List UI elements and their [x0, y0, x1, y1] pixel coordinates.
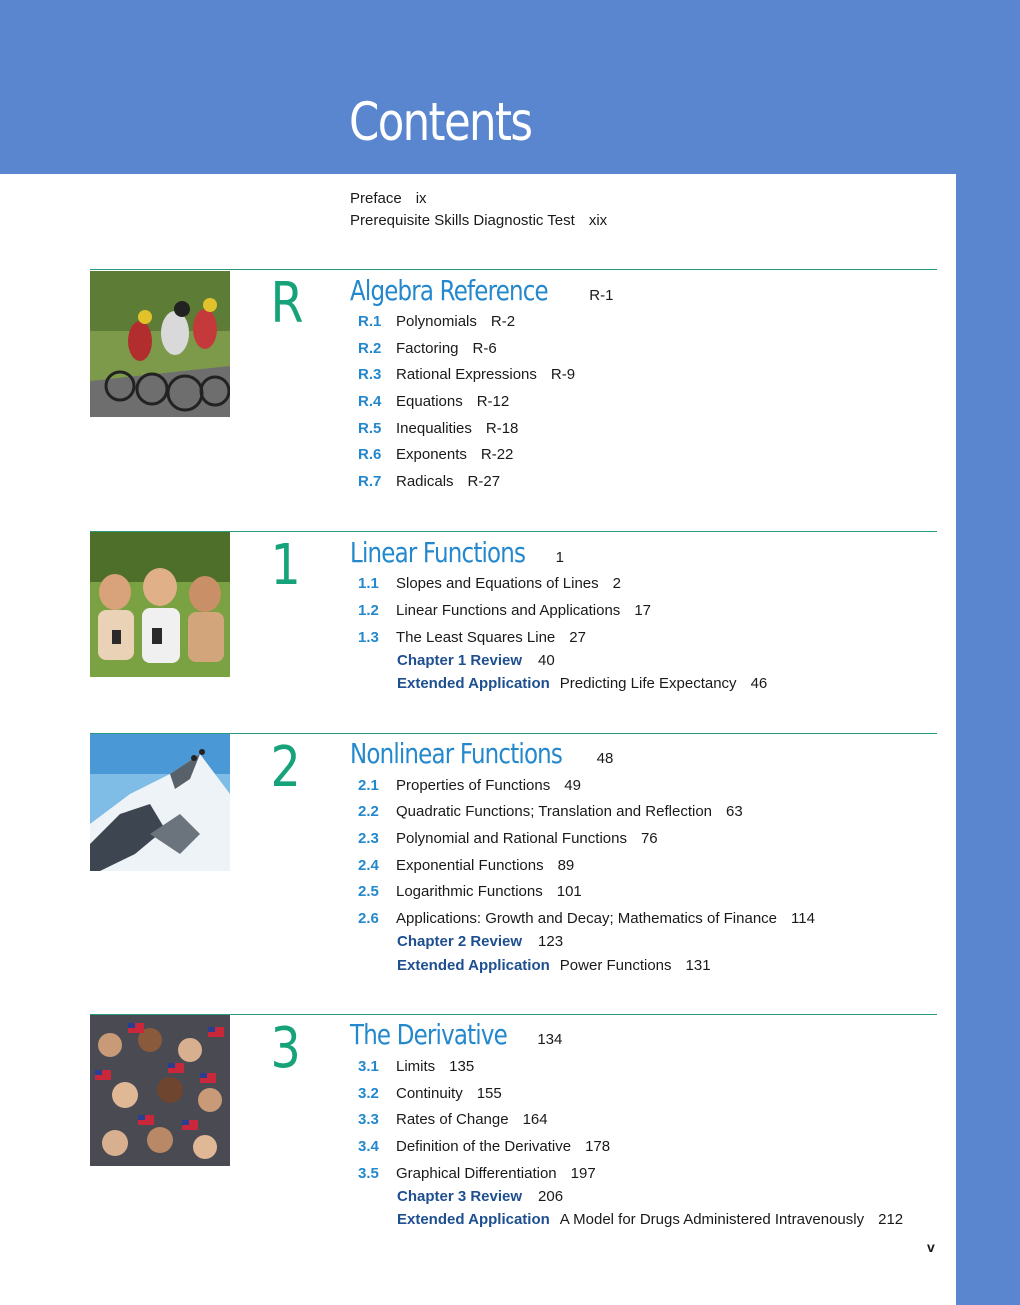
section-page: R-27	[467, 473, 501, 490]
section-title: Linear Functions and Applications	[396, 602, 621, 619]
section-number: 2.2	[358, 803, 379, 820]
section-entry[interactable]	[358, 1166, 596, 1181]
section-page: R-18	[485, 420, 519, 437]
section-page: 63	[726, 803, 743, 820]
friends-with-phones-photo	[90, 532, 230, 677]
section-number: R.6	[358, 446, 382, 463]
chapter-page: R-1	[589, 287, 614, 304]
page-title: Contents	[349, 92, 532, 153]
chapter-title: Algebra Reference	[350, 274, 548, 307]
section-title: Graphical Differentiation	[396, 1165, 557, 1182]
section-number: 3.5	[358, 1165, 379, 1182]
section-page: R-22	[480, 446, 514, 463]
section-number: 3.2	[358, 1085, 379, 1102]
section-number: 3.4	[358, 1138, 379, 1155]
section-title: Inequalities	[396, 420, 472, 437]
section-title: Continuity	[396, 1085, 463, 1102]
section-entry[interactable]	[358, 367, 575, 382]
section-entry[interactable]	[358, 394, 509, 409]
section-entry[interactable]	[358, 421, 518, 436]
section-title: Definition of the Derivative	[396, 1138, 572, 1155]
crowd-with-flags-photo	[90, 1015, 230, 1166]
chapter-page: 48	[596, 750, 614, 767]
section-page: R-12	[476, 393, 510, 410]
mountain-climbers-photo	[90, 734, 230, 871]
extended-application[interactable]	[397, 676, 767, 691]
chapter-heading[interactable]	[350, 536, 564, 569]
application-title: Predicting Life Expectancy	[559, 675, 737, 692]
section-number: 3.3	[358, 1111, 379, 1128]
section-title: Rational Expressions	[396, 366, 537, 383]
section-page: 2	[612, 575, 621, 592]
front-matter-diagnostic-test[interactable]	[350, 212, 607, 229]
section-entry[interactable]	[358, 1086, 502, 1101]
section-number: 2.6	[358, 910, 379, 927]
chapter-divider	[90, 269, 937, 270]
section-number: 1.2	[358, 602, 379, 619]
application-label: Extended Application	[397, 1211, 550, 1228]
section-page: 197	[570, 1165, 596, 1182]
section-entry[interactable]	[358, 804, 743, 819]
section-page: 27	[569, 629, 586, 646]
section-entry[interactable]	[358, 831, 658, 846]
application-title: A Model for Drugs Administered Intravenously	[559, 1211, 865, 1228]
section-title: Exponents	[396, 446, 467, 463]
chapter-review[interactable]	[397, 1189, 563, 1204]
section-entry[interactable]	[358, 341, 497, 356]
section-number: 2.4	[358, 857, 379, 874]
section-number: 2.5	[358, 883, 379, 900]
section-page: 135	[449, 1058, 475, 1075]
section-page: 76	[640, 830, 658, 847]
section-page: R-9	[550, 366, 576, 383]
section-title: Equations	[396, 393, 463, 410]
section-page: 178	[585, 1138, 611, 1155]
application-label: Extended Application	[397, 675, 550, 692]
section-number: R.4	[358, 393, 382, 410]
review-label: Chapter 2 Review	[397, 933, 523, 950]
section-entry[interactable]	[358, 858, 574, 873]
front-matter-page: xix	[588, 212, 608, 229]
review-label: Chapter 3 Review	[397, 1188, 523, 1205]
section-title: Slopes and Equations of Lines	[396, 575, 599, 592]
section-entry[interactable]	[358, 447, 513, 462]
chapter-review[interactable]	[397, 653, 555, 668]
review-label: Chapter 1 Review	[397, 652, 523, 669]
section-entry[interactable]	[358, 911, 815, 926]
section-entry[interactable]	[358, 314, 515, 329]
section-title: Limits	[396, 1058, 436, 1075]
section-entry[interactable]	[358, 1059, 474, 1074]
section-entry[interactable]	[358, 1139, 610, 1154]
section-page: 89	[557, 857, 575, 874]
chapter-heading[interactable]	[350, 274, 614, 307]
section-number: 1.1	[358, 575, 379, 592]
section-title: Exponential Functions	[396, 857, 544, 874]
section-title: Properties of Functions	[396, 777, 551, 794]
section-number: R.5	[358, 420, 382, 437]
review-page: 40	[538, 652, 555, 669]
section-entry[interactable]	[358, 474, 500, 489]
section-page: R-2	[490, 313, 516, 330]
section-title: Radicals	[396, 473, 454, 490]
chapter-number: 3	[270, 1016, 301, 1081]
front-matter-label: Prerequisite Skills Diagnostic Test	[350, 212, 575, 229]
chapter-number: 2	[270, 735, 301, 800]
extended-application[interactable]	[397, 958, 711, 973]
section-entry[interactable]	[358, 603, 651, 618]
extended-application[interactable]	[397, 1212, 903, 1227]
section-entry[interactable]	[358, 576, 621, 591]
section-title: Rates of Change	[396, 1111, 509, 1128]
section-title: Polynomial and Rational Functions	[396, 830, 627, 847]
chapter-review[interactable]	[397, 934, 563, 949]
section-entry[interactable]	[358, 630, 586, 645]
section-page: 101	[556, 883, 582, 900]
chapter-heading[interactable]	[350, 737, 614, 770]
application-page: 131	[685, 957, 711, 974]
section-page: 17	[634, 602, 651, 619]
section-number: 2.1	[358, 777, 379, 794]
chapter-page: 1	[555, 549, 564, 566]
cyclists-photo	[90, 271, 230, 417]
chapter-title: The Derivative	[350, 1018, 507, 1051]
section-number: 1.3	[358, 629, 379, 646]
front-matter-preface[interactable]	[350, 190, 427, 207]
application-title: Power Functions	[559, 957, 672, 974]
section-number: R.3	[358, 366, 382, 383]
chapter-heading[interactable]	[350, 1018, 563, 1051]
chapter-page: 134	[537, 1031, 563, 1048]
section-page: 49	[564, 777, 581, 794]
section-number: R.7	[358, 473, 382, 490]
chapter-number: R	[270, 271, 304, 336]
page-number: v	[927, 1239, 935, 1255]
chapter-number: 1	[270, 533, 301, 598]
review-page: 206	[538, 1188, 564, 1205]
application-page: 46	[750, 675, 768, 692]
section-entry[interactable]	[358, 884, 582, 899]
section-title: Applications: Growth and Decay; Mathematics of Finance	[396, 910, 778, 927]
section-page: 114	[791, 910, 815, 927]
front-matter-page: ix	[415, 190, 427, 207]
section-number: 2.3	[358, 830, 379, 847]
section-title: Polynomials	[396, 313, 477, 330]
review-page: 123	[538, 933, 564, 950]
section-title: The Least Squares Line	[396, 629, 556, 646]
section-title: Logarithmic Functions	[396, 883, 543, 900]
section-page: 164	[522, 1111, 548, 1128]
section-number: R.2	[358, 340, 382, 357]
section-entry[interactable]	[358, 1112, 548, 1127]
section-entry[interactable]	[358, 778, 581, 793]
chapter-title: Linear Functions	[350, 536, 526, 569]
application-page: 212	[878, 1211, 904, 1228]
section-title: Factoring	[396, 340, 459, 357]
application-label: Extended Application	[397, 957, 550, 974]
section-page: 155	[476, 1085, 502, 1102]
section-page: R-6	[472, 340, 497, 357]
front-matter-label: Preface	[350, 190, 402, 207]
section-number: R.1	[358, 313, 382, 330]
chapter-title: Nonlinear Functions	[350, 737, 563, 770]
section-number: 3.1	[358, 1058, 379, 1075]
section-title: Quadratic Functions; Translation and Reflection	[396, 803, 713, 820]
